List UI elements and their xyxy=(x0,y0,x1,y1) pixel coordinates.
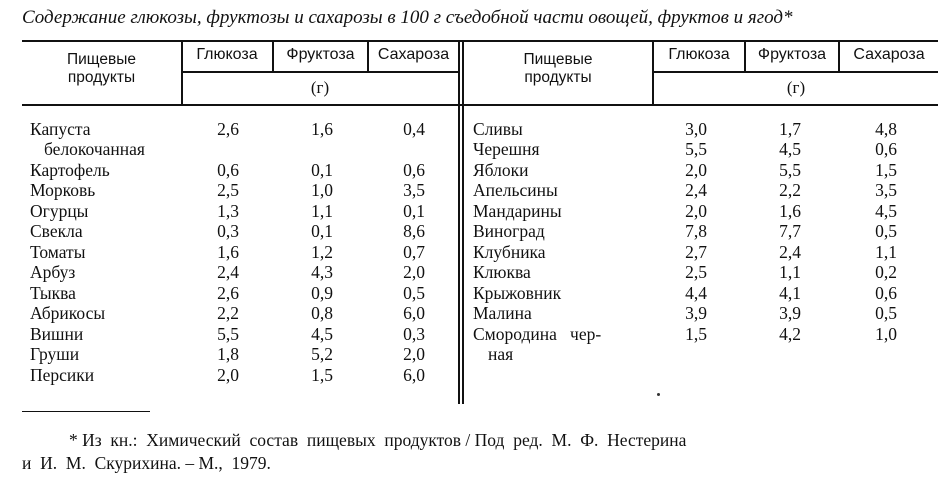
product-header-line2: продукты xyxy=(524,69,592,86)
sucrose-value: 2,0 xyxy=(403,262,425,282)
fructose-value: 1,1 xyxy=(779,262,801,282)
sucrose-value: 0,5 xyxy=(875,303,897,323)
product-name-continuation: ная xyxy=(488,344,514,364)
fructose-value: 4,5 xyxy=(311,324,333,344)
fructose-value: 1,7 xyxy=(779,119,801,139)
glucose-value: 2,6 xyxy=(217,119,239,139)
glucose-value: 2,5 xyxy=(685,262,707,282)
sucrose-value: 0,7 xyxy=(403,242,425,262)
footnote-line2: и И. М. Скурихина. – М., 1979. xyxy=(22,453,271,473)
glucose-value: 3,0 xyxy=(685,119,707,139)
fructose-value: 1,2 xyxy=(311,242,333,262)
product-name: Абрикосы xyxy=(30,303,106,323)
fructose-value: 4,5 xyxy=(779,139,801,159)
sucrose-value: 4,8 xyxy=(875,119,897,139)
product-name: Мандарины xyxy=(473,201,562,221)
product-name: Черешня xyxy=(473,139,540,159)
fructose-value: 1,6 xyxy=(311,119,333,139)
glucose-value: 2,0 xyxy=(685,201,707,221)
product-name: Морковь xyxy=(30,180,96,200)
glucose-value: 2,5 xyxy=(217,180,239,200)
left-fructose-header: Фруктоза xyxy=(286,46,355,63)
product-name: Капуста xyxy=(30,119,91,139)
right-glucose-header: Глюкоза xyxy=(668,46,730,63)
fructose-value: 4,1 xyxy=(779,283,801,303)
glucose-value: 0,6 xyxy=(217,160,239,180)
fructose-value: 5,5 xyxy=(779,160,801,180)
left-sucrose-header: Сахароза xyxy=(377,46,450,63)
product-name: Картофель xyxy=(30,160,110,180)
sucrose-value: 0,6 xyxy=(875,283,897,303)
center-double-rule-b xyxy=(462,40,464,404)
sucrose-value: 6,0 xyxy=(403,365,425,385)
product-name: Арбуз xyxy=(30,262,76,282)
glucose-value: 2,6 xyxy=(217,283,239,303)
glucose-value: 2,2 xyxy=(217,303,239,323)
product-name: Смородина чер- xyxy=(473,324,602,344)
glucose-value: 4,4 xyxy=(685,283,707,303)
product-name: Сливы xyxy=(473,119,523,139)
glucose-value: 1,8 xyxy=(217,344,239,364)
glucose-value: 1,3 xyxy=(217,201,239,221)
product-name: Свекла xyxy=(30,221,83,241)
product-name: Малина xyxy=(473,303,532,323)
sucrose-value: 0,5 xyxy=(875,221,897,241)
footnote-rule xyxy=(22,411,150,412)
fructose-value: 1,1 xyxy=(311,201,333,221)
sucrose-value: 8,6 xyxy=(403,221,425,241)
product-name: Вишни xyxy=(30,324,84,344)
sucrose-value: 3,5 xyxy=(403,180,425,200)
product-name: Клюква xyxy=(473,262,531,282)
glucose-value: 2,4 xyxy=(685,180,707,200)
right-subheader-rule xyxy=(652,71,938,73)
fructose-value: 0,8 xyxy=(311,303,333,323)
glucose-value: 2,7 xyxy=(685,242,707,262)
glucose-value: 5,5 xyxy=(685,139,707,159)
glucose-value: 1,5 xyxy=(685,324,707,344)
fructose-value: 7,7 xyxy=(779,221,801,241)
fructose-value: 0,1 xyxy=(311,221,333,241)
sucrose-value: 0,6 xyxy=(403,160,425,180)
right-sucrose-header: Сахароза xyxy=(853,46,925,63)
center-double-rule-a xyxy=(458,40,460,404)
sucrose-value: 1,1 xyxy=(875,242,897,262)
glucose-value: 1,6 xyxy=(217,242,239,262)
product-name-continuation: белокочанная xyxy=(44,139,145,159)
table-caption: Содержание глюкозы, фруктозы и сахарозы в 100 г съедобной части овощей, фруктов и ягод* xyxy=(22,7,793,28)
right-unit-label: (г) xyxy=(786,78,806,97)
product-name: Персики xyxy=(30,365,95,385)
sucrose-value: 2,0 xyxy=(403,344,425,364)
glucose-value: 2,0 xyxy=(217,365,239,385)
product-header-line1: Пищевые xyxy=(67,51,136,68)
left-product-header xyxy=(22,51,181,87)
fructose-value: 4,2 xyxy=(779,324,801,344)
fructose-value: 5,2 xyxy=(311,344,333,364)
sucrose-value: 6,0 xyxy=(403,303,425,323)
left-unit-label: (г) xyxy=(310,78,330,97)
fructose-value: 2,2 xyxy=(779,180,801,200)
fructose-value: 1,6 xyxy=(779,201,801,221)
product-header-line1: Пищевые xyxy=(523,51,593,68)
sucrose-value: 1,0 xyxy=(875,324,897,344)
top-rule xyxy=(22,40,938,42)
glucose-value: 3,9 xyxy=(685,303,707,323)
sucrose-value: 1,5 xyxy=(875,160,897,180)
sucrose-value: 4,5 xyxy=(875,201,897,221)
sucrose-value: 0,2 xyxy=(875,262,897,282)
fructose-value: 0,9 xyxy=(311,283,333,303)
product-name: Тыква xyxy=(30,283,76,303)
product-name: Крыжовник xyxy=(473,283,562,303)
fructose-value: 1,5 xyxy=(311,365,333,385)
sucrose-value: 0,6 xyxy=(875,139,897,159)
fructose-value: 4,3 xyxy=(311,262,333,282)
right-fructose-header: Фруктоза xyxy=(757,46,827,63)
glucose-value: 7,8 xyxy=(685,221,707,241)
right-product-header xyxy=(464,51,652,87)
glucose-value: 5,5 xyxy=(217,324,239,344)
product-name: Апельсины xyxy=(473,180,558,200)
glucose-value: 2,4 xyxy=(217,262,239,282)
fructose-value: 2,4 xyxy=(779,242,801,262)
sucrose-value: 3,5 xyxy=(875,180,897,200)
footnote-line1: * Из кн.: Химический состав пищевых продуктов / Под ред. М. Ф. Нестерина xyxy=(69,430,687,450)
product-name: Клубника xyxy=(473,242,546,262)
sucrose-value: 0,1 xyxy=(403,201,425,221)
glucose-value: 0,3 xyxy=(217,221,239,241)
glucose-value: 2,0 xyxy=(685,160,707,180)
product-header-line2: продукты xyxy=(67,69,136,86)
fructose-value: 1,0 xyxy=(311,180,333,200)
fructose-value: 0,1 xyxy=(311,160,333,180)
stray-dot xyxy=(657,393,660,396)
left-glucose-header: Глюкоза xyxy=(196,46,258,63)
left-subheader-rule xyxy=(181,71,458,73)
product-name: Томаты xyxy=(30,242,86,262)
product-name: Яблоки xyxy=(473,160,529,180)
sucrose-value: 0,3 xyxy=(403,324,425,344)
product-name: Груши xyxy=(30,344,80,364)
sucrose-value: 0,5 xyxy=(403,283,425,303)
product-name: Виноград xyxy=(473,221,545,241)
sucrose-value: 0,4 xyxy=(403,119,425,139)
product-name: Огурцы xyxy=(30,201,89,221)
fructose-value: 3,9 xyxy=(779,303,801,323)
header-bottom-rule xyxy=(22,104,938,106)
